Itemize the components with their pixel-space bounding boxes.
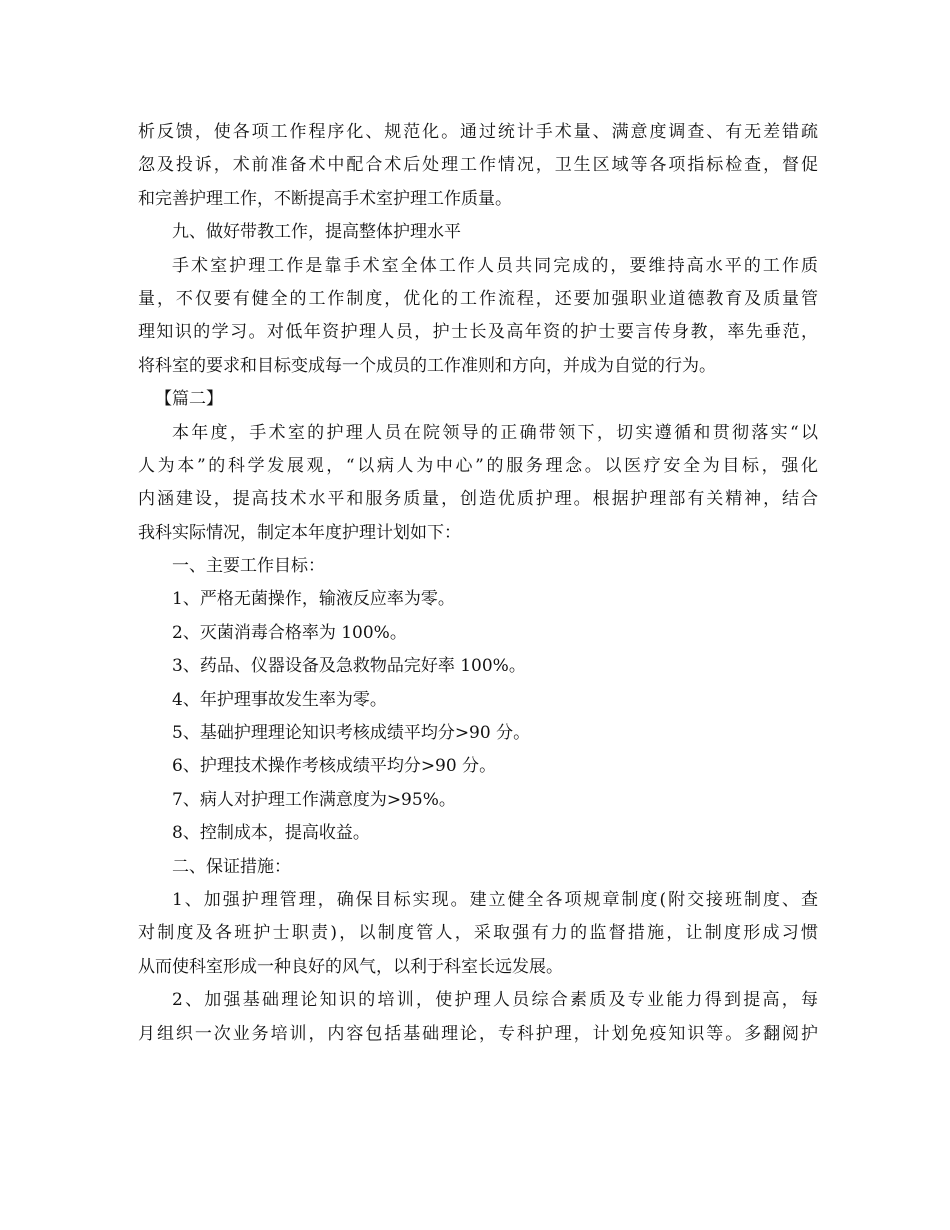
paragraph-line: 1、加强护理管理，确保目标实现。建立健全各项规章制度(附交接班制度、查: [172, 889, 818, 910]
paragraph-line: 月组织一次业务培训，内容包括基础理论，专科护理，计划免疫知识等。多翻阅护: [138, 1023, 818, 1044]
paragraph-line: 从而使科室形成一种良好的风气，以利于科室长远发展。: [138, 956, 563, 977]
paragraph-line: 析反馈，使各项工作程序化、规范化。通过统计手术量、满意度调查、有无差错疏: [138, 122, 818, 142]
list-item: 7、病人对护理工作满意度为>95%。: [172, 789, 456, 810]
paragraph-line: 2、加强基础理论知识的培训，使护理人员综合素质及专业能力得到提高，每: [172, 990, 818, 1011]
section-heading: 一、主要工作目标：: [172, 556, 325, 577]
section-heading: 九、做好带教工作，提高整体护理水平: [172, 222, 461, 243]
part-heading: 【篇二】: [155, 389, 223, 410]
section-heading: 二、保证措施：: [172, 856, 291, 877]
paragraph-line: 人为本”的科学发展观，“以病人为中心”的服务理念。以医疗安全为目标，强化: [138, 455, 818, 476]
paragraph-line: 量，不仅要有健全的工作制度，优化的工作流程，还要加强职业道德教育及质量管: [138, 288, 818, 309]
paragraph-line: 忽及投诉，术前准备术中配合术后处理工作情况，卫生区域等各项指标检查，督促: [138, 155, 818, 176]
list-item: 1、严格无菌操作，输液反应率为零。: [172, 589, 455, 610]
paragraph-line: 内涵建设，提高技术水平和服务质量，创造优质护理。根据护理部有关精神，结合: [138, 489, 818, 510]
list-item: 5、基础护理理论知识考核成绩平均分>90 分。: [172, 723, 531, 744]
paragraph-line: 将科室的要求和目标变成每一个成员的工作准则和方向，并成为自觉的行为。: [138, 355, 716, 376]
list-item: 3、药品、仪器设备及急救物品完好率 100%。: [172, 656, 526, 677]
list-item: 2、灭菌消毒合格率为 100%。: [172, 622, 407, 643]
paragraph-line: 和完善护理工作，不断提高手术室护理工作质量。: [138, 188, 512, 209]
list-item: 8、控制成本，提高收益。: [172, 823, 370, 844]
document-body: [138, 116, 818, 1051]
paragraph-line: 手术室护理工作是靠手术室全体工作人员共同完成的，要维持高水平的工作质: [172, 255, 818, 276]
paragraph-line: 本年度，手术室的护理人员在院领导的正确带领下，切实遵循和贯彻落实“以: [172, 422, 818, 443]
list-item: 6、护理技术操作考核成绩平均分>90 分。: [172, 756, 497, 777]
paragraph-line: 对制度及各班护士职责)，以制度管人，采取强有力的监督措施，让制度形成习惯: [138, 923, 818, 944]
list-item: 4、年护理事故发生率为零。: [172, 689, 387, 710]
paragraph-line: 我科实际情况，制定本年度护理计划如下：: [138, 522, 461, 543]
paragraph-line: 理知识的学习。对低年资护理人员，护士长及高年资的护士要言传身教，率先垂范，: [138, 322, 818, 343]
